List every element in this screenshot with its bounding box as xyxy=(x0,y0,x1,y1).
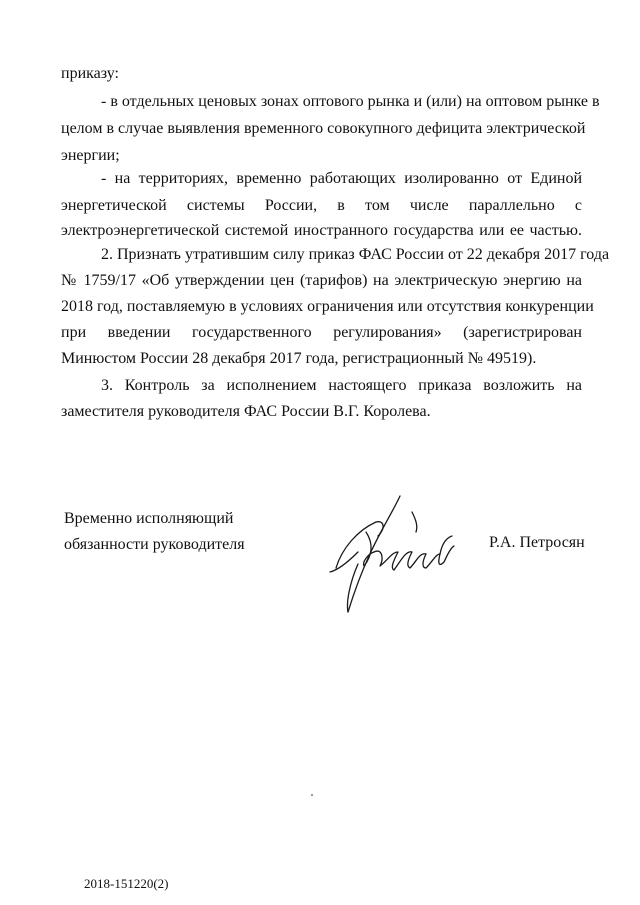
text-line: - в отдельных ценовых зонах оптового рынка и (или) на оптовом рынке в xyxy=(101,93,600,110)
text-line: заместителя руководителя ФАС России В.Г. Королева. xyxy=(61,403,431,420)
scan-speck xyxy=(311,794,313,796)
text-line: электроэнергетической системой иностранного государства или ее частью. xyxy=(61,222,582,239)
handwritten-signature xyxy=(328,492,463,622)
text-line: 2018 год, поставляемую в условиях ограничения или отсутствия конкуренции xyxy=(61,298,594,315)
signer-name: Р.А. Петросян xyxy=(489,534,585,551)
text-line: энергетической системы России, в том числе параллельно с xyxy=(61,197,582,214)
text-line: 2. Признать утратившим силу приказ ФАС России от 22 декабря 2017 года xyxy=(101,246,610,263)
signer-position-line2: обязанности руководителя xyxy=(64,536,245,553)
registration-number: 2018-151220(2) xyxy=(84,876,169,891)
text-line: приказу: xyxy=(61,65,119,82)
text-line: целом в случае выявления временного совокупного дефицита электрической xyxy=(61,120,586,137)
text-line: № 1759/17 «Об утверждении цен (тарифов) на электрическую энергию на xyxy=(61,272,582,289)
text-line: при введении государственного регулирования» (зарегистрирован xyxy=(61,324,582,341)
text-line: Минюстом России 28 декабря 2017 года, регистрационный № 49519). xyxy=(61,350,537,367)
signer-position-line1: Временно исполняющий xyxy=(64,510,234,527)
text-line: энергии; xyxy=(61,147,120,164)
text-line: 3. Контроль за исполнением настоящего приказа возложить на xyxy=(101,377,582,394)
text-line: - на территориях, временно работающих изолированно от Единой xyxy=(101,170,582,187)
